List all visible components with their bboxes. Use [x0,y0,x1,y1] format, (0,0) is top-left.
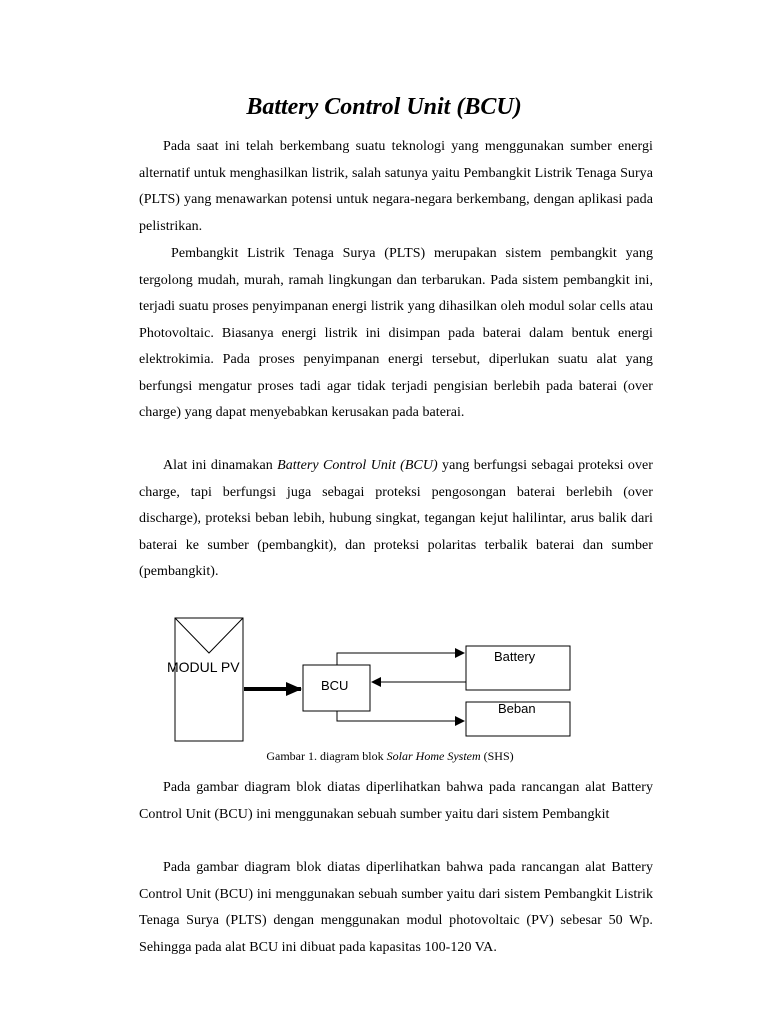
paragraph-bcu-text-start: Alat ini dinamakan [163,458,278,473]
page-title: Battery Control Unit (BCU) [246,94,522,120]
block-diagram [160,610,580,745]
bcu-to-battery-arrow [337,653,464,665]
paragraph-bcu-function [139,453,653,586]
paragraph-intro: Pada saat ini telah berkembang suatu teknologi yang menggunakan sumber energi alternatif untuk menghasilkan listrik, salah satunya yaitu Pembangkit Listrik Tenaga Surya (PLTS) yang menawarkan potensi untuk negara-negara berkembang, dengan aplikasi pada pelistrikan. [139,139,653,234]
caption-italic: Solar Home System [386,749,481,763]
block-diagram-drawing [160,610,580,745]
pv-module-box [175,618,243,741]
paragraph-plts: Pembangkit Listrik Tenaga Surya (PLTS) merupakan sistem pembangkit yang tergolong mudah, murah, ramah lingkungan dan terbarukan. Pada sistem pembangkit ini, terjadi suatu proses penyimpanan energi listrik yang dihasilkan oleh modul solar cells atau Photovoltaic. Biasanya energi listrik ini disimpan pada baterai dalam bentuk energi elektrokimia. Pada proses penyimpanan energi tersebut, diperlukan suatu alat yang berfungsi mengatur proses tadi agar tidak terjadi pengisian berlebih pada baterai (over charge) yang dapat menyebabkan kerusakan pada baterai. [139,246,653,420]
battery-label: Battery [494,649,536,664]
modul-pv-label: MODUL PV [167,659,240,675]
bcu-to-beban-arrow [337,711,464,721]
caption-text-end: (SHS) [480,749,514,763]
paragraph-bcu-text-end: yang berfungsi sebagai proteksi over charge, tapi berfungsi juga sebagai proteksi pengosongan baterai berlebih (over discharge), proteksi beban lebih, hubung singkat, tegangan kejut halilintar, arus balik dari baterai ke sumber (pembangkit), dan proteksi polaritas terbalik baterai dan sumber (pembangkit). [139,458,653,579]
pv-module-sun-mark [175,618,243,653]
beban-label: Beban [498,701,536,716]
figure-caption [0,748,768,764]
bcu-label: BCU [321,678,349,693]
caption-text-start: Gambar 1. diagram blok [266,749,387,763]
bcu-italic-term: Battery Control Unit (BCU) [277,458,438,473]
paragraph-diagram-1: Pada gambar diagram blok diatas diperlihatkan bahwa pada rancangan alat Battery Control Unit (BCU) ini menggunakan sebuah sumber yaitu dari sistem Pembangkit [139,780,653,822]
paragraph-diagram-2: Pada gambar diagram blok diatas diperlihatkan bahwa pada rancangan alat Battery Control Unit (BCU) ini menggunakan sebuah sumber yaitu dari sistem Pembangkit Listrik Tenaga Surya (PLTS) dengan menggunakan modul photovoltaic (PV) sebesar 50 Wp. Sehingga pada alat BCU ini dibuat pada kapasitas 100-120 VA. [139,860,653,955]
